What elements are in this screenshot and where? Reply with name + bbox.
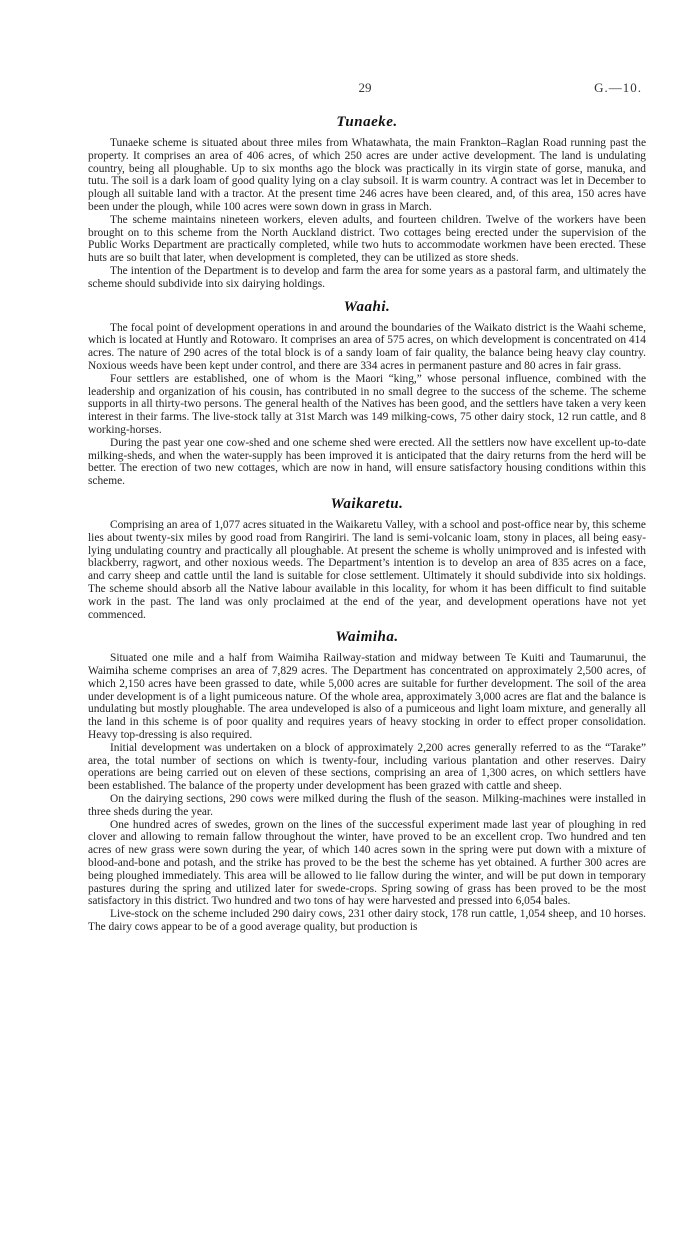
paragraph: Four settlers are established, one of whom is the Maori “king,” whose personal influence, combined with the leadership and organization of his cousin, has contributed in no small degree to the success of the scheme. The scheme supports in all thirty-two persons. The general health of the Natives has been good, and the settlers have taken a very keen interest in their farms. The live-stock tally at 31st March was 149 milking-cows, 75 other dairy stock, 12 run cattle, and 8 working-horses. [88, 372, 646, 436]
section-heading: Waimiha. [335, 629, 399, 646]
section-waikaretu [88, 496, 646, 621]
paragraph: Initial development was undertaken on a block of approximately 2,200 acres generally referred to as the “Tarake” area, the total number of sections on which is twenty-four, including various plantation and other reserves. Dairy operations are being carried out on eleven of these sections, comprising an area of 1,300 acres, on which settlers have been established. The balance of the property under development has been grazed with cattle and sheep. [88, 741, 646, 793]
paragraph: On the dairying sections, 290 cows were milked during the flush of the season. Milking-machines were installed in three sheds during the year. [88, 793, 646, 818]
paragraph: The intention of the Department is to develop and farm the area for some years as a pastoral farm, and ultimately the scheme should subdivide into six dairying holdings. [88, 264, 646, 290]
section-heading: Tunaeke. [336, 114, 398, 130]
paragraph: Situated one mile and a half from Waimiha Railway-station and midway between Te Kuiti and Taumarunui, the Waimiha scheme comprises an area of 7,829 acres. The Department has concentrated on approximately 2,500 acres, of which 2,150 acres have been grassed to date, while 5,000 acres are suitable for further development. The soil of the area under development is of a light pumiceous nature. Of the whole area, approximately 3,000 acres are flat and the balance is undulating but mostly ploughable. The area undeveloped is also of a pumiceous and light loam mixture, and generally all the land in this scheme is of poor quality and requires years of heavy stocking in order to effect proper consolidation. Heavy top-dressing is also required. [88, 652, 646, 742]
paragraph: One hundred acres of swedes, grown on the lines of the successful experiment made last year of ploughing in red clover and allowing to remain fallow throughout the winter, have proved to be an excellent crop. Two hundred and ten acres of new grass were sown during the year, of which 140 acres sown in the spring were put down with a mixture of blood-and-bone and potash, and the strike has proved to be the best the scheme has yet obtained. A further 300 acres are being ploughed immediately. This area will be allowed to lie fallow during the winter, and will be put down in temporary pastures during the spring and utilized later for swede-crops. Spring sowing of grass has been proved to be the most satisfactory in this district. Two hundred and two tons of hay were harvested and pressed into 6,054 bales. [88, 818, 646, 908]
section-heading: Waikaretu. [330, 495, 404, 512]
paragraph: The focal point of development operations in and around the boundaries of the Waikato district is the Waahi scheme, which is located at Huntly and Rotowaro. It comprises an area of 575 acres, on which development is concentrated on 414 acres. The nature of 290 acres of the total block is of a sandy loam of fair quality, the balance being heavy clay country. Noxious weeds have been kept under control, and there are 334 acres in permanent pasture and 80 acres in fair grass. [88, 321, 646, 372]
paragraph: Live-stock on the scheme included 290 dairy cows, 231 other dairy stock, 178 run cattle, 1,054 sheep, and 10 horses. The dairy cows appear to be of a good average quality, but production is [88, 908, 646, 934]
section-heading: Waahi. [343, 298, 391, 315]
paragraph: Comprising an area of 1,077 acres situated in the Waikaretu Valley, with a school and post-office near by, this scheme lies about twenty-six miles by good road from Rangiriri. The land is semi-volcanic loam, stony in places, all being easy-lying undulating country and practically all ploughable. At present the scheme is wholly unimproved and is infested with blackberry, ragwort, and other noxious weeds. The Department’s intention is to develop an area of 835 acres on a face, and carry sheep and cattle until the land is suitable for close settlement. Ultimately it should subdivide into six holdings. The scheme should absorb all the Native labour available in this locality, for whom it has been difficult to find suitable work in the past. The land was only proclaimed at the end of the year, and development operations have not yet commenced. [88, 518, 646, 621]
section-waimiha [88, 629, 646, 934]
document-reference: G.—10. [594, 80, 642, 95]
page-header [88, 80, 642, 98]
section-waahi [88, 299, 646, 488]
page-number: 29 [358, 80, 372, 95]
paragraph: Tunaeke scheme is situated about three miles from Whatawhata, the main Frankton–Raglan Road running past the property. It comprises an area of 406 acres, of which 250 acres are under active development. The land is undulating country, being all ploughable. Up to six months ago the block was practically in its virgin state of gorse, manuka, and tutu. The soil is a dark loam of good quality lying on a clay subsoil. It is warm country. A contract was let in December to plough all suitable land with a tractor. At the present time 246 acres have been cleared, and, of this area, 150 acres have been under the plough, while 100 acres were sown down in grass in March. [88, 137, 646, 213]
section-tunaeke [88, 114, 646, 291]
paragraph: The scheme maintains nineteen workers, eleven adults, and fourteen children. Twelve of the workers have been brought on to this scheme from the North Auckland district. Two cottages being erected under the supervision of the Public Works Department are practically completed, while two huts to accommodate workmen have been erected. These huts are so built that later, when development is completed, they can be utilized as store sheds. [88, 213, 646, 265]
paragraph: During the past year one cow-shed and one scheme shed were erected. All the settlers now have excellent up-to-date milking-sheds, and when the water-supply has been improved it is anticipated that the dairy returns from the herd will be better. The erection of two new cottages, which are now in hand, will ensure satisfactory housing conditions within this scheme. [88, 436, 646, 488]
page-content [88, 114, 646, 934]
